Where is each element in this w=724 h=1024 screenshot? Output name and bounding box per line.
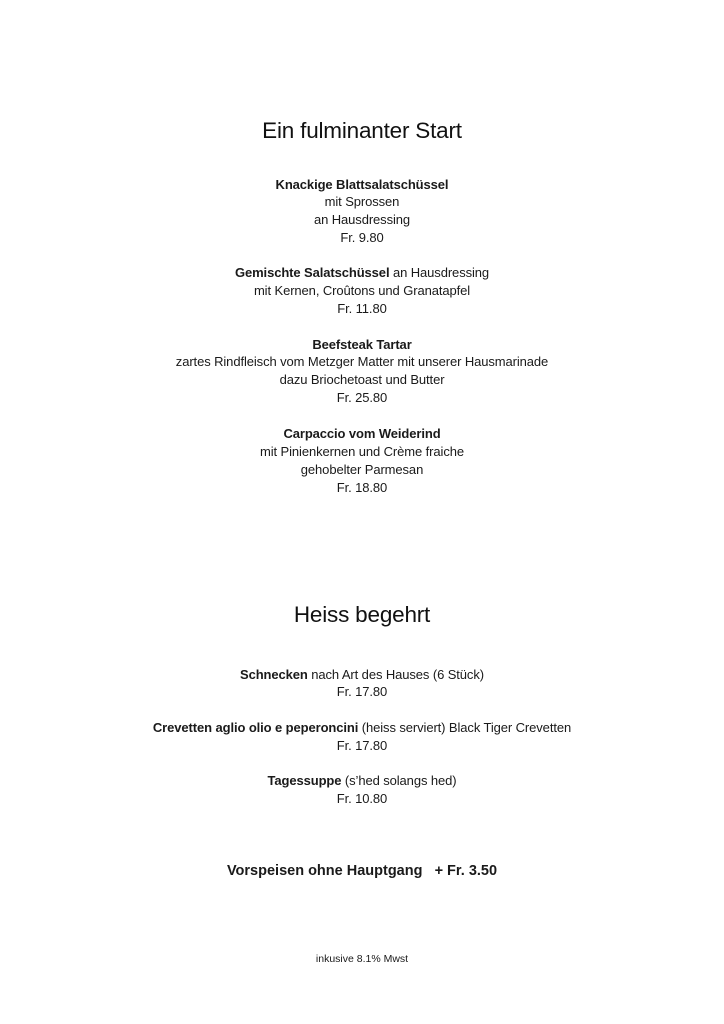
section-title-starters: Ein fulminanter Start: [262, 118, 462, 143]
dish-name: Tagessuppe: [267, 773, 342, 788]
menu-item-name: [0, 772, 724, 790]
menu-item-name: [0, 264, 724, 282]
dish-price: Fr. 10.80: [336, 791, 388, 806]
dish-price: Fr. 11.80: [337, 301, 387, 316]
dish-price: Fr. 25.80: [336, 390, 388, 405]
dish-description: mit Pinienkernen und Crème fraiche: [260, 444, 464, 459]
dish-name: Knackige Blattsalatschüssel: [275, 177, 449, 192]
menu-item-name: [0, 425, 724, 443]
dish-name: Carpaccio vom Weiderind: [283, 426, 441, 441]
dish-description: dazu Briochetoast und Butter: [279, 372, 445, 387]
dish-price: Fr. 9.80: [340, 230, 384, 245]
menu-item-name: [0, 336, 724, 354]
dish-description: mit Sprossen: [324, 194, 400, 209]
dish-price: Fr. 17.80: [336, 684, 388, 699]
surcharge-note: [0, 861, 724, 881]
menu-item-name: [0, 176, 724, 194]
dish-description: zartes Rindfleisch vom Metzger Matter mit unserer Hausmarinade: [175, 354, 549, 369]
dish-name-suffix: nach Art des Hauses (6 Stück): [307, 667, 484, 682]
menu-item-name: [0, 666, 724, 684]
dish-description: an Hausdressing: [313, 212, 411, 227]
dish-price: Fr. 18.80: [336, 480, 388, 495]
surcharge-label: Vorspeisen ohne Hauptgang: [226, 863, 423, 879]
section-title-hot-dishes: Heiss begehrt: [293, 602, 431, 627]
dish-description: mit Kernen, Croûtons und Granatapfel: [253, 283, 471, 298]
dish-name: Crevetten aglio olio e peperoncini: [152, 720, 359, 735]
menu-item-name: [0, 719, 724, 737]
dish-name-suffix: an Hausdressing: [389, 265, 490, 280]
dish-name-suffix: (heiss serviert) Black Tiger Crevetten: [358, 720, 572, 735]
dish-name-suffix: (s’hed solangs hed): [341, 773, 457, 788]
surcharge-price: + Fr. 3.50: [434, 863, 498, 879]
dish-description: gehobelter Parmesan: [300, 462, 424, 477]
dish-name: Schnecken: [240, 667, 308, 682]
vat-footnote: inkusive 8.1% Mwst: [315, 953, 409, 965]
dish-name: Gemischte Salatschüssel: [234, 265, 390, 280]
dish-price: Fr. 17.80: [336, 738, 388, 753]
dish-name: Beefsteak Tartar: [312, 337, 412, 352]
